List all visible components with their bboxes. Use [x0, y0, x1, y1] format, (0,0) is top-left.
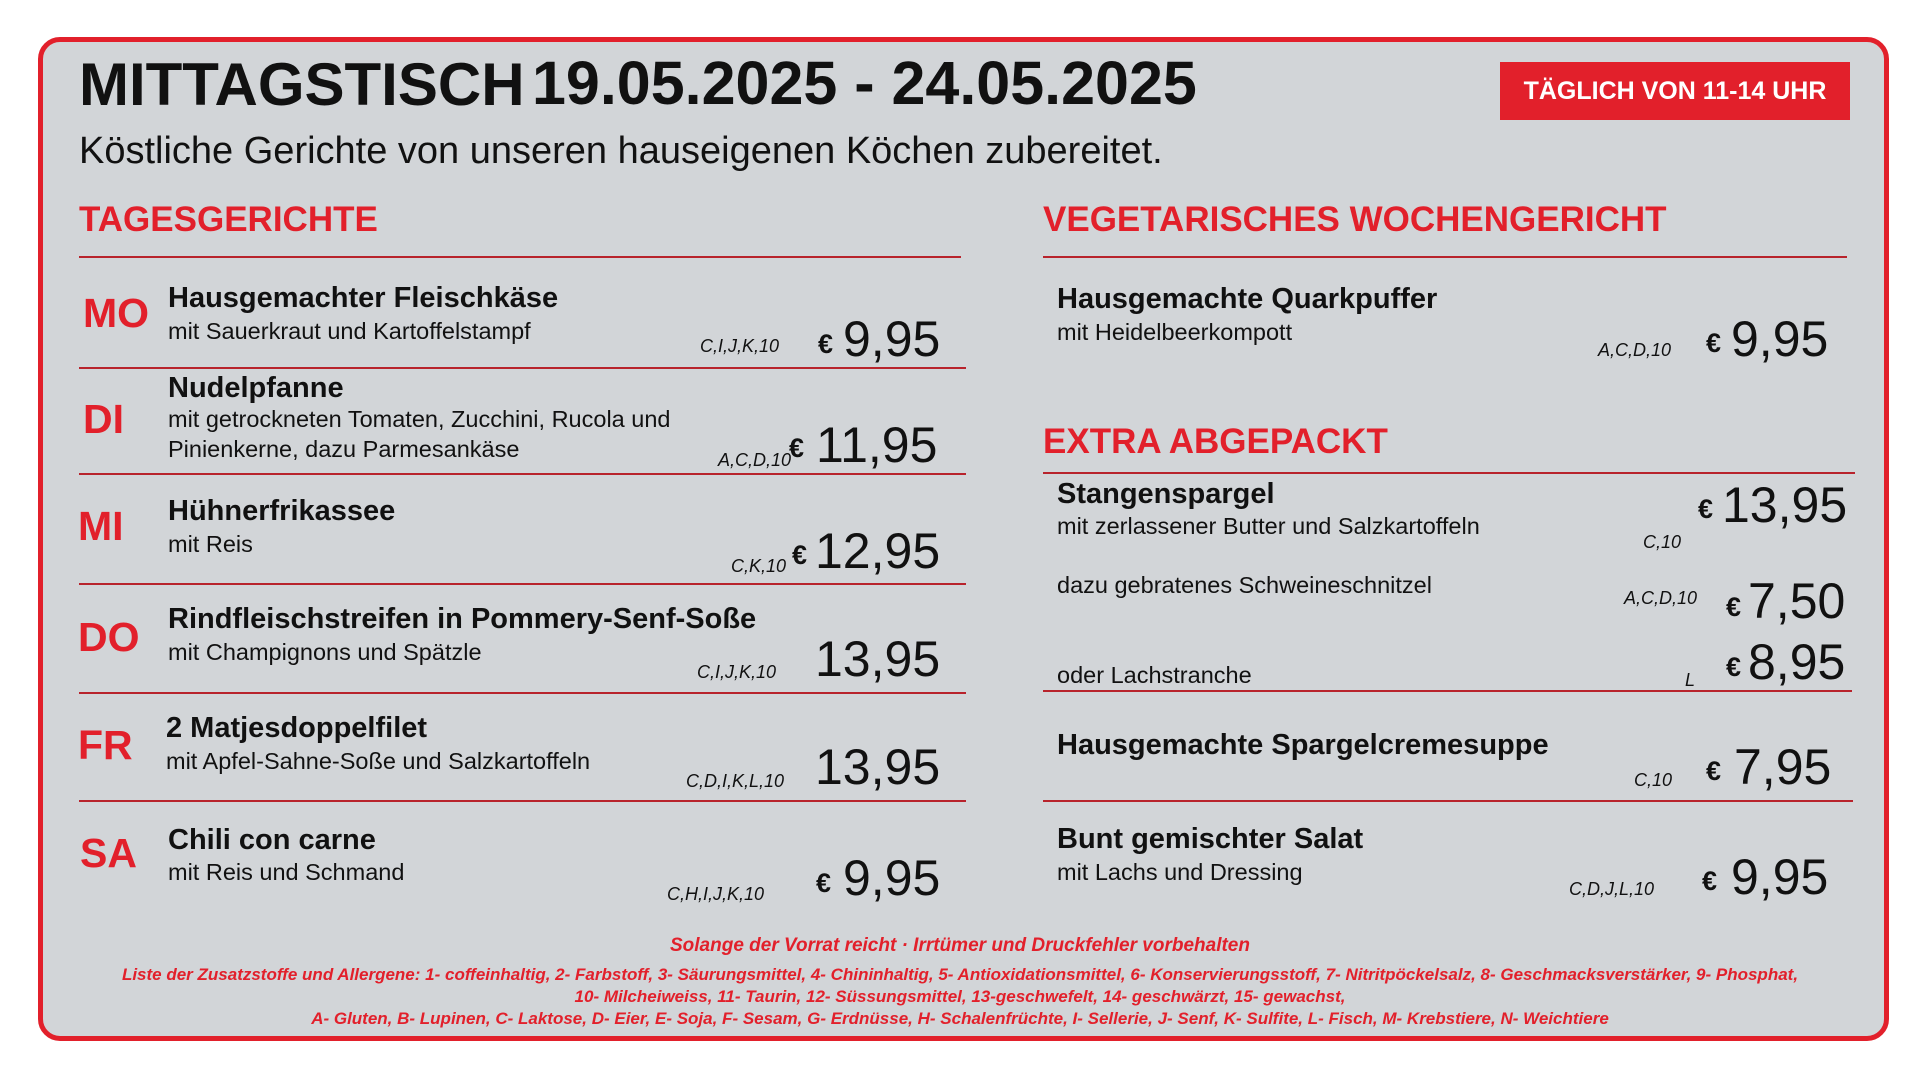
euro-sign: €: [1726, 592, 1742, 622]
dish-description: mit Apfel-Sahne-Soße und Salzkartoffeln: [166, 748, 591, 774]
divider: [79, 256, 961, 258]
opening-hours-badge: TÄGLICH VON 11-14 UHR: [1500, 62, 1850, 120]
euro-sign: €: [792, 540, 808, 570]
euro-sign: €: [1706, 328, 1722, 358]
dish-name: Chili con carne: [168, 824, 376, 856]
dish-name: Rindfleischstreifen in Pommery-Senf-Soße: [168, 603, 757, 635]
price: 9,95: [1731, 849, 1829, 905]
price: 13,95: [1722, 477, 1848, 533]
euro-sign: €: [1702, 866, 1718, 896]
dish-description: mit getrockneten Tomaten, Zucchini, Rucola und: [168, 406, 671, 432]
euro-sign: €: [816, 868, 832, 898]
section-heading-vegetarian: VEGETARISCHES WOCHENGERICHT: [1043, 200, 1667, 239]
allergens-list: A- Gluten, B- Lupinen, C- Laktose, D- Eier, E- Soja, F- Sesam, G- Erdnüsse, H- Schalenfrüchte, I- Sellerie, J- Senf, K- Sulfite, L- Fisch, M- Krebstiere, N- Weichtiere: [311, 1009, 1609, 1028]
price: 11,95: [816, 417, 938, 473]
dish-name: Hausgemachte Quarkpuffer: [1057, 283, 1438, 315]
date-range: 19.05.2025 - 24.05.2025: [532, 49, 1197, 117]
dish-name: Hausgemachter Fleischkäse: [168, 282, 559, 314]
dish-name: 2 Matjesdoppelfilet: [166, 712, 428, 744]
price: 9,95: [843, 311, 941, 367]
disclaimer: Solange der Vorrat reicht · Irrtümer und Druckfehler vorbehalten: [670, 935, 1250, 956]
dish-name: Hühnerfrikassee: [168, 495, 396, 527]
euro-sign: €: [1706, 756, 1722, 786]
day-label: MO: [83, 290, 150, 336]
dish-name: Hausgemachte Spargelcremesuppe: [1057, 729, 1549, 761]
allergen-codes: C,H,I,J,K,10: [667, 884, 765, 904]
dish-description: mit Reis: [168, 531, 253, 557]
allergen-codes: C,10: [1634, 770, 1673, 790]
dish-description: mit Heidelbeerkompott: [1057, 319, 1293, 345]
day-label: FR: [78, 722, 133, 768]
allergen-codes: C,D,J,L,10: [1569, 879, 1655, 899]
price: 8,95: [1748, 634, 1846, 690]
allergen-codes: A,C,D,10: [1598, 340, 1672, 360]
divider: [1043, 800, 1853, 802]
additives-list: Liste der Zusatzstoffe und Allergene: 1- coffeinhaltig, 2- Farbstoff, 3- Säurungsmittel, 4- Chininhaltig, 5- Antioxidationsmittel, 6- Konservierungsstoff, 7- Nitritpöckelsalz, 8- Geschmacksverstärker, 9- Phosphat, 10- Milcheiweiss, 11- Taurin, 12- Süssungsmittel, 13-geschwefelt, 14- geschwärzt, 15- gewachst,: [121, 965, 1799, 1006]
divider: [79, 800, 966, 802]
allergen-codes: C,K,10: [731, 556, 787, 576]
allergen-codes: C,I,J,K,10: [697, 662, 777, 682]
allergen-codes: C,I,J,K,10: [700, 336, 780, 356]
price: 13,95: [815, 739, 941, 795]
price: 7,95: [1734, 739, 1832, 795]
euro-sign: €: [1726, 652, 1742, 682]
day-label: DI: [83, 396, 124, 442]
price: 9,95: [1731, 311, 1829, 367]
dish-description: Pinienkerne, dazu Parmesankäse: [168, 436, 520, 462]
divider: [1043, 472, 1855, 474]
allergen-codes: L: [1685, 670, 1696, 690]
allergen-codes: C,10: [1643, 532, 1682, 552]
dish-description: mit Sauerkraut und Kartoffelstampf: [168, 318, 531, 344]
euro-sign: €: [818, 329, 834, 359]
dish-description: mit Champignons und Spätzle: [168, 639, 482, 665]
price: 13,95: [815, 631, 941, 687]
dish-name: Bunt gemischter Salat: [1057, 823, 1364, 855]
divider: [1043, 256, 1847, 258]
dish-description: mit Reis und Schmand: [168, 859, 405, 885]
euro-sign: €: [789, 433, 805, 463]
divider: [79, 473, 966, 475]
dish-description: oder Lachstranche: [1057, 662, 1252, 688]
section-heading-daily: TAGESGERICHTE: [79, 200, 378, 239]
allergen-codes: A,C,D,10: [718, 450, 792, 470]
allergen-legend: [120, 964, 1800, 1030]
dish-name: Nudelpfanne: [168, 372, 344, 404]
dish-description: mit zerlassener Butter und Salzkartoffeln: [1057, 513, 1480, 539]
euro-sign: €: [1698, 494, 1714, 524]
price: 7,50: [1748, 573, 1846, 629]
divider: [79, 367, 966, 369]
allergen-codes: A,C,D,10: [1624, 588, 1698, 608]
dish-description: mit Lachs und Dressing: [1057, 859, 1303, 885]
divider: [79, 692, 966, 694]
subtitle: Köstliche Gerichte von unseren hauseigenen Köchen zubereitet.: [79, 130, 1163, 172]
dish-name: Stangenspargel: [1057, 478, 1275, 510]
day-label: DO: [78, 614, 140, 660]
allergen-codes: C,D,I,K,L,10: [686, 771, 785, 791]
day-label: MI: [78, 503, 124, 549]
day-label: SA: [80, 830, 137, 876]
divider: [79, 583, 966, 585]
price: 9,95: [843, 850, 941, 906]
price: 12,95: [815, 523, 941, 579]
page-title: MITTAGSTISCH: [79, 51, 525, 118]
divider: [1043, 690, 1852, 692]
section-heading-extra: EXTRA ABGEPACKT: [1043, 422, 1388, 461]
dish-description: dazu gebratenes Schweineschnitzel: [1057, 572, 1432, 598]
